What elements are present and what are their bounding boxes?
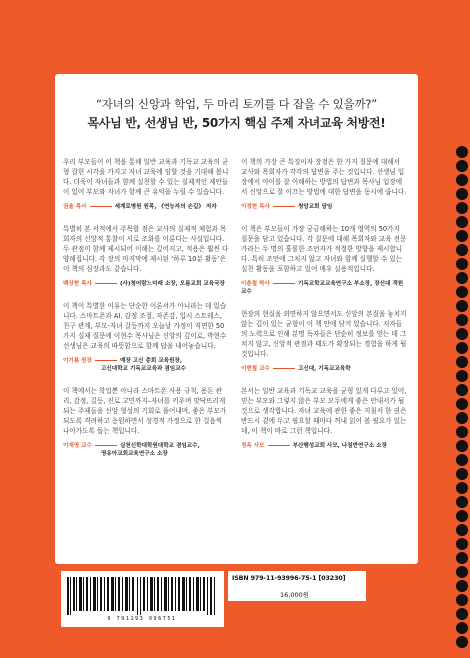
barcode-icon (67, 577, 217, 615)
endorsement-byline (63, 280, 229, 288)
endorsement (63, 157, 229, 211)
decorative-dot (456, 174, 468, 186)
decorative-dot (456, 468, 468, 480)
byline-rule (95, 360, 117, 361)
decorative-dot (456, 202, 468, 214)
endorser-role: (사)청어람느미래 소장, 오름교회 교육국장 (119, 281, 225, 287)
endorser-name: 이재영 교수 (63, 443, 92, 449)
decorative-dot (456, 398, 468, 410)
barcode-panel (61, 571, 224, 627)
endorsement-byline (63, 357, 229, 373)
endorser-role: 청암교회 담임 (297, 204, 333, 210)
headline-tagline: 목사님 반, 선생님 반, 50가지 핵심 주제 자녀교육 처방전! (87, 116, 386, 130)
right-column (241, 157, 407, 463)
decorative-dot (456, 524, 468, 536)
endorsement-text: 이 책의 가장 큰 특징이자 장점은 한 가지 질문에 대해서 교사와 목회자가 각각의 답변을 주는 것입니다. 선생님 입장에서 아이를 잘 이해하는 방법의 답변과 목사님 입장에서 신앙으로 잘 이끄는 방법에 대한 답변을 동시에 줍니다. (241, 158, 407, 196)
decorative-dot (456, 510, 468, 522)
byline-rule (273, 206, 295, 207)
isbn-text: ISBN 979-11-93996-75-1 [03230] (232, 575, 346, 582)
endorser-role-line2: 고신대학교 기독교교육과 겸임교수 (101, 366, 186, 372)
endorser-role: 실천신학대학원대학교 겸임교수, (119, 443, 200, 449)
decorative-dot (456, 384, 468, 396)
headline-question: “자녀의 신앙과 학업, 두 마리 토끼를 다 잡을 수 있을까?” (95, 97, 378, 111)
byline-rule (95, 283, 117, 284)
endorsement-text: 우리 부모들이 이 책을 통해 일반 교육과 기독교 교육의 균형 잡힌 시각을 가지고 자녀 교육에 임할 것을 기대해 봅니다. 더욱이 자녀들과 함께 실천할 수 있는 실제적인 제안들이 있어 부모와 자녀가 함께 큰 유익을 누릴 수 있습니다. (63, 158, 229, 196)
decorative-dot (456, 454, 468, 466)
decorative-dot (456, 412, 468, 424)
endorsement (241, 157, 407, 211)
endorsement (63, 224, 229, 288)
decorative-dot (456, 230, 468, 242)
endorser-role: 고신대, 기독교교육학 (297, 366, 351, 372)
decorative-dot (456, 188, 468, 200)
decorative-dot (456, 272, 468, 284)
decorative-dot (456, 160, 468, 172)
endorsement-text: 본서는 일반 교육과 기독교 교육을 균형 있게 다루고 있어, 믿는 부모와 그렇지 않은 부모 모두에게 좋은 안내서가 될 것으로 생각합니다. 자녀 교육에 관한 좋은 지침서 한 권은 반드시 곁에 두고 필요할 때마다 꺼내 읽어 볼 필요가 있는데, 이 책이 바로 그런 책입니다. (241, 387, 407, 435)
barcode-digits: 9 791193 996751 (107, 616, 177, 622)
decorative-dot (456, 482, 468, 494)
endorser-name: 이기룡 원장 (63, 358, 92, 364)
decorative-dot (456, 370, 468, 382)
endorser-role: 세계로병원 원목, 《연능자의 손길》 저자 (114, 204, 217, 210)
byline-rule (268, 445, 290, 446)
price-text: 16,000원 (280, 591, 310, 599)
endorser-name: 백상현 목사 (63, 281, 92, 287)
endorsement-text: 이 책은 부모들이 가장 궁금해하는 10개 영역의 50가지 질문을 담고 있습니다. 각 질문에 대해 목회자와 교육 전문가라는 두 명의 훌륭한 조언자가 적절한 방향을 제시합니다. 특히 조언에 그치지 않고 자녀와 함께 실행할 수 있는 실천 활동을 포함하고 있어 매우 실용적입니다. (241, 225, 407, 273)
decorative-dot (456, 342, 468, 354)
endorsement (63, 301, 229, 373)
decorative-dot (456, 244, 468, 256)
decorative-dot (456, 552, 468, 564)
endorser-role: 예장 고신 총회 교육원장, (119, 358, 182, 364)
decorative-dot (456, 146, 468, 158)
decorative-dot (456, 216, 468, 228)
byline-rule (90, 206, 112, 207)
endorsement-byline (241, 442, 407, 450)
endorsement-byline (241, 365, 407, 373)
decorative-dot (456, 580, 468, 592)
endorsement-text: 특별히 본 서적에서 주목할 점은 교사의 실제적 체험과 목회자의 신앙적 통찰이 서로 조화를 이룬다는 사실입니다. 두 관점이 함께 제시되어 이해는 깊어지고, 적용은 훨씬 다양해집니다. 각 장의 마지막에 제시된 ‘하루 10분 활동’은 이 책의 심장과도 같습니다. (63, 225, 229, 273)
endorser-name: 이현철 교수 (241, 366, 270, 372)
decorative-dot (456, 608, 468, 620)
endorsement (241, 224, 407, 296)
decorative-dot (456, 314, 468, 326)
endorser-role-line2: 영유아교회교육연구소 소장 (101, 451, 168, 457)
decorative-dot (456, 328, 468, 340)
decorative-dot (456, 286, 468, 298)
decorative-dot (456, 594, 468, 606)
decorative-dot (456, 426, 468, 438)
endorsement (63, 386, 229, 458)
decorative-dot (456, 496, 468, 508)
decorative-dot (456, 300, 468, 312)
endorsement-byline (241, 280, 407, 296)
endorsement-card (55, 74, 418, 564)
endorser-name: 이정현 목사 (241, 204, 270, 210)
endorsement-text: 현장의 현실을 외면하지 않으면서도 신앙의 본질을 놓치지 않는 깊이 있는 균형이 이 책 안에 담겨 있습니다. 저자들의 노력으로 인해 분명 독자들은 단순히 정보를 얻는 데 그치지 않고, 신앙적 관점과 태도가 확장되는 경험을 하게 될 것입니다. (241, 310, 407, 358)
endorsement-text: 이 책이 특별한 이유는 단순한 이론서가 아니라는 데 있습니다. 스마트폰과 AI, 감정 조절, 자존감, 입시 스트레스, 친구 관계, 부모-자녀 갈등까지 오늘날 가정이 직면한 50가지 실제 질문에 이현수 목사님은 신앙의 깊이로, 박현수 선생님은 교육의 따뜻함으로 함께 답을 내어놓습니다. (63, 302, 227, 350)
byline-rule (273, 283, 295, 284)
decorative-dot (456, 538, 468, 550)
endorsement-byline (63, 203, 229, 211)
endorsement-byline (63, 442, 229, 458)
decorative-dot (456, 356, 468, 368)
endorser-name: 정옥 사모 (241, 443, 265, 449)
endorsement (241, 309, 407, 373)
byline-rule (273, 368, 295, 369)
endorsement (241, 386, 407, 450)
left-column (63, 157, 229, 471)
decorative-dot (456, 566, 468, 578)
endorser-role: 기독교학교교육연구소 부소장, 장신대 객원교수 (241, 281, 404, 295)
byline-rule (95, 445, 117, 446)
decorative-dot (456, 440, 468, 452)
decorative-dot (456, 258, 468, 270)
decorative-dot (456, 622, 468, 634)
endorser-name: 이춘철 박사 (241, 281, 270, 287)
endorsement-text: 이 책에서는 학업뿐 아니라 스마트폰 사용 규칙, 용돈 관리, 감정, 길등, 진로 고민까지–자녀를 키우며 맞닥뜨리게 되는 주제들을 신앙 형성의 기회로 풀어내며, 좋은 부모가 되도록 격려하고 응원하면서 성경적 가정으로 한 걸음씩 나아가도록 돕는 책입니다. (63, 387, 227, 435)
endorser-name: 권율 목사 (63, 204, 87, 210)
endorser-role: 부산행성교회 사모, 나침반연구소 소장 (292, 443, 387, 449)
endorsement-byline (241, 203, 407, 211)
decorative-dot (456, 636, 468, 648)
